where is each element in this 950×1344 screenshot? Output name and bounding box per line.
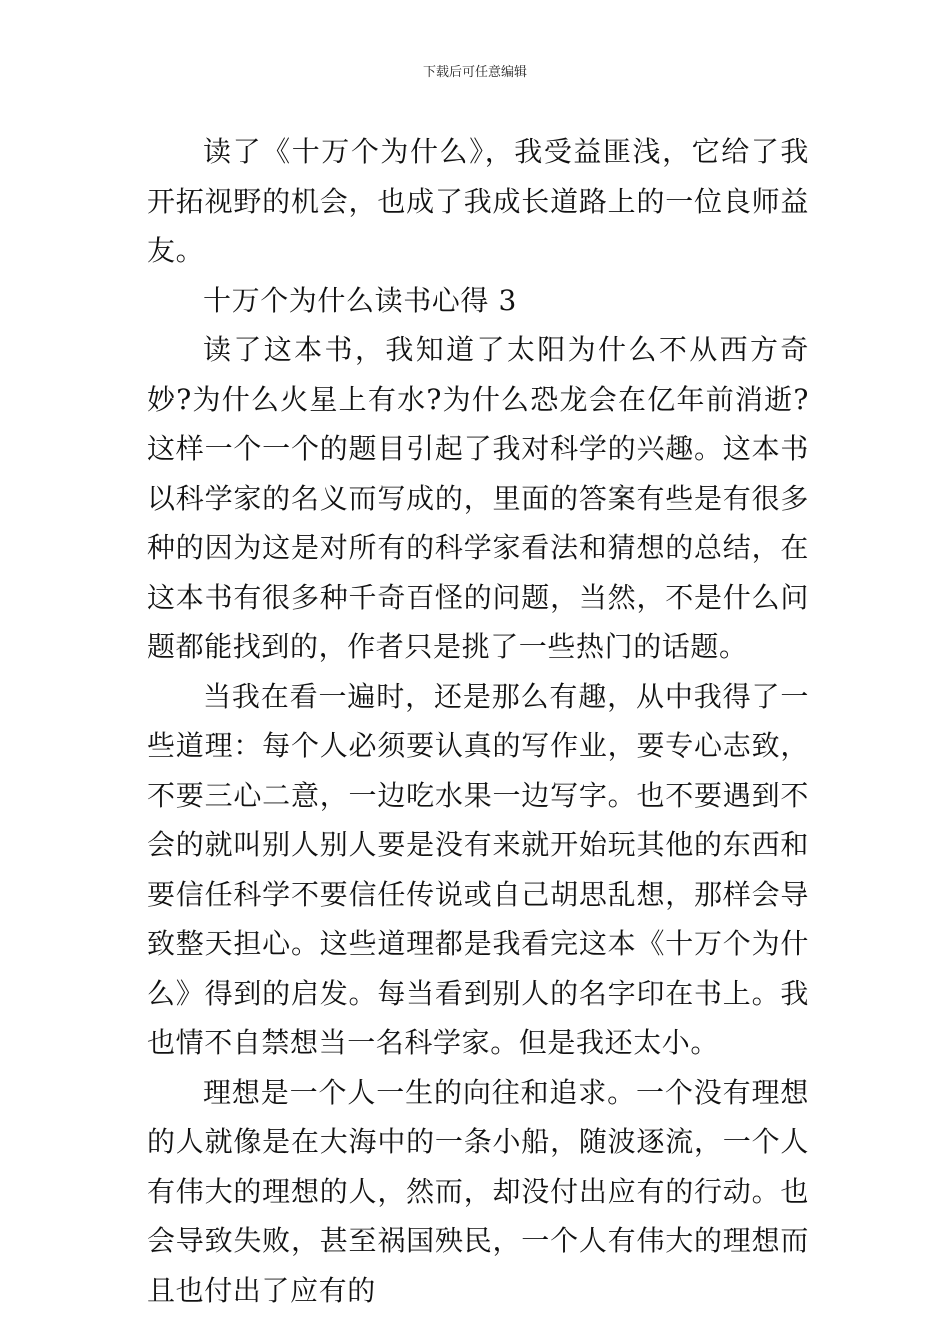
document-body	[147, 127, 809, 1315]
paragraph-1: 读了《十万个为什么》，我受益匪浅，它给了我开拓视野的机会，也成了我成长道路上的一位良师益友。	[147, 135, 809, 267]
paragraph-4: 理想是一个人一生的向往和追求。一个没有理想的人就像是在大海中的一条小船，随波逐流，一个人有伟大的理想的人，然而，却没付出应有的行动。也会导致失败，甚至祸国殃民，一个人有伟大的理想而且也付出了应有的	[147, 1075, 809, 1307]
page-header: 下载后可任意编辑	[422, 65, 527, 80]
paragraph-2: 读了这本书，我知道了太阳为什么不从西方奇妙?为什么火星上有水?为什么恐龙会在亿年前消逝?这样一个一个的题目引起了我对科学的兴趣。这本书以科学家的名义而写成的，里面的答案有些是有很多种的因为这是对所有的科学家看法和猜想的总结，在这本书有很多种千奇百怪的问题，当然，不是什么问题都能找到的，作者只是挑了一些热门的话题。	[147, 333, 809, 663]
section-heading: 十万个为什么读书心得 3	[203, 283, 517, 317]
paragraph-3: 当我在看一遍时，还是那么有趣，从中我得了一些道理：每个人必须要认真的写作业，要专心志致，不要三心二意，一边吃水果一边写字。也不要遇到不会的就叫别人别人要是没有来就开始玩其他的东西和要信任科学不要信任传说或自己胡思乱想，那样会导致整天担心。这些道理都是我看完这本《十万个为什么》得到的启发。每当看到别人的名字印在书上。我也情不自禁想当一名科学家。但是我还太小。	[147, 679, 809, 1059]
